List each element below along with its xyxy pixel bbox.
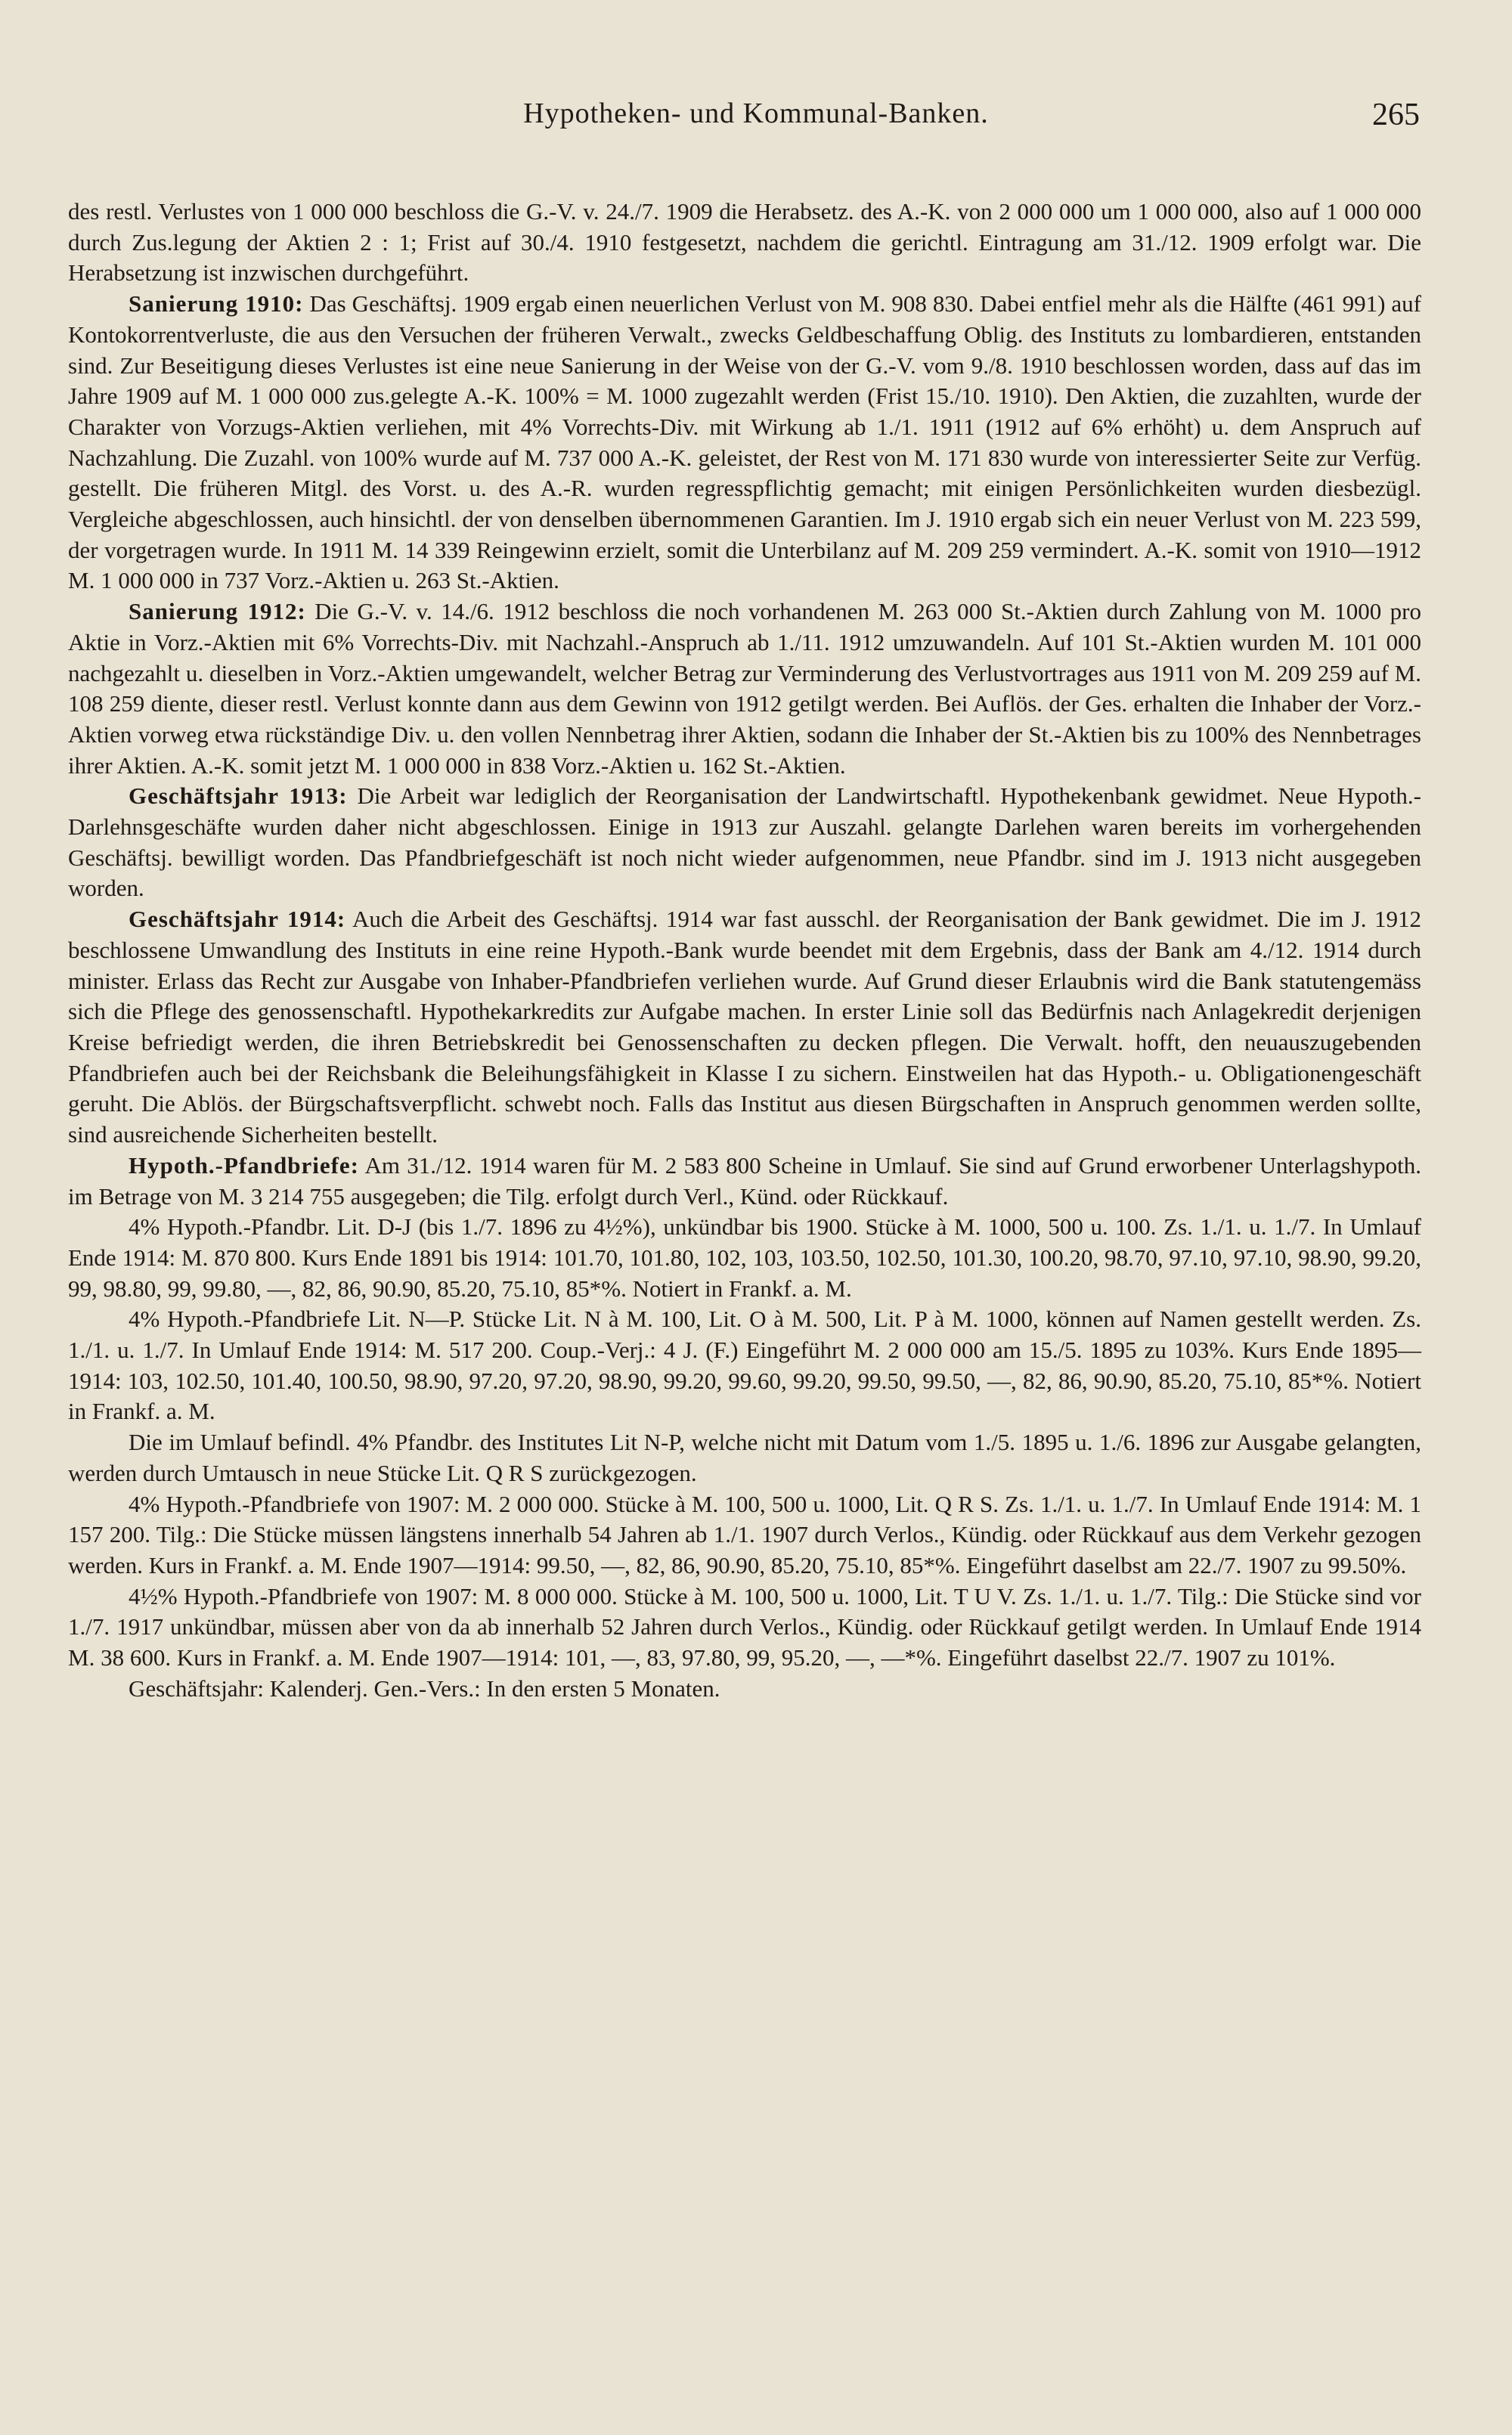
paragraph-umtausch [68, 1427, 1421, 1489]
section-heading: Sanierung 1912: [129, 598, 306, 625]
paragraph-text: Auch die Arbeit des Geschäftsj. 1914 war fast ausschl. der Reorganisation der Bank gewidmet. Die im J. 1912 beschlossene Umwandlung des Instituts in eine reine Hypoth.-Bank wurde beendet mit dem Ergebnis, dass der Bank am 4./12. 1914 durch minister. Erlass das Recht zur Ausgabe von Inhaber-Pfandbriefen verliehen wurde. Auf Grund dieser Erlaubnis wird die Bank statutengemäss sich die Pflege des genossenschaftl. Hypothekarkredits zur Aufgabe machen. In erster Linie soll das Bedürfnis nach Anlagekredit derjenigen Kreise befriedigt werden, die ihren Betriebskredit bei Genossenschaften zu decken pflegen. Die Verwalt. hofft, den neuauszugebenden Pfandbriefen auch bei der Reichsbank die Beleihungsfähigkeit in Klasse I zu sichern. Einstweilen hat das Hypoth.- u. Obligationengeschäft geruht. Die Ablös. der Bürgschaftsverpflicht. schwebt noch. Falls das Institut aus diesen Bürgschaften in Anspruch genommen werden sollte, sind ausreichende Sicherheiten bestellt. [68, 906, 1422, 1148]
paragraph-pfandbr-lit-d-j [68, 1212, 1421, 1304]
paragraph-hypoth-pfandbriefe [68, 1151, 1421, 1212]
section-heading: Geschäftsjahr 1914: [129, 906, 346, 933]
body-text [68, 197, 1421, 1704]
page-number: 265 [1372, 98, 1420, 132]
paragraph-sanierung-1912 [68, 596, 1421, 781]
section-heading: Sanierung 1910: [129, 290, 304, 318]
paragraph-text: 4% Hypoth.-Pfandbriefe Lit. N—P. Stücke Lit. N à M. 100, Lit. O à M. 500, Lit. P à M. 1000, können auf Namen gestellt werden. Zs. 1./1. u. 1./7. In Umlauf Ende 1914: M. 517 200. Coup.-Verj.: 4 J. (F.) Eingeführt M. 2 000 000 am 15./5. 1895 zu 103%. Kurs Ende 1895—1914: 103, 102.50, 101.40, 100.50, 98.90, 97.20, 97.20, 98.90, 99.20, 99.60, 99.20, 99.50, 99.50, —, 82, 86, 90.90, 85.20, 75.10, 85*%. Notiert in Frankf. a. M. [68, 1306, 1421, 1425]
paragraph-text: Die Arbeit war lediglich der Reorganisation der Landwirtschaftl. Hypothekenbank gewidmet. Neue Hypoth.-Darlehnsgeschäfte wurden daher nicht abgeschlossen. Einige in 1913 zur Auszahl. gelangte Darlehen waren bereits im vorhergehenden Geschäftsj. bewilligt worden. Das Pfandbriefgeschäft ist noch nicht wieder aufgenommen, neue Pfandbr. sind im J. 1913 nicht ausgegeben worden. [68, 782, 1422, 902]
running-title: Hypotheken- und Kommunal-Banken. [523, 98, 989, 129]
paragraph-pfandbr-1907-4 [68, 1489, 1421, 1582]
paragraph-sanierung-1910 [68, 289, 1421, 596]
paragraph-geschaeftsjahr-1914 [68, 904, 1421, 1151]
paragraph-text: Die im Umlauf befindl. 4% Pfandbr. des Institutes Lit N-P, welche nicht mit Datum vom 1./5. 1895 u. 1./6. 1896 zur Ausgabe gelangten, werden durch Umtausch in neue Stücke Lit. Q R S zurückgezogen. [68, 1429, 1421, 1486]
paragraph-text: Die G.-V. v. 14./6. 1912 beschloss die noch vorhandenen M. 263 000 St.-Aktien durch Zahlung von M. 1000 pro Aktie in Vorz.-Aktien mit 6% Vorrechts-Div. mit Nachzahl.-Anspruch ab 1./11. 1912 umzuwandeln. Auf 101 St.-Aktien wurden M. 101 000 nachgezahlt u. dieselben in Vorz.-Aktien umgewandelt, welcher Betrag zur Verminderung des Verlustvortrages aus 1911 von M. 209 259 auf M. 108 259 diente, dieser restl. Verlust konnte dann aus dem Gewinn von 1912 getilgt werden. Bei Auflös. der Ges. erhalten die Inhaber der Vorz.-Aktien vorweg etwa rückständige Div. u. den vollen Nennbetrag ihrer Aktien, sodann die Inhaber der St.-Aktien bis zu 100% des Nennbetrages ihrer Aktien. A.-K. somit jetzt M. 1 000 000 in 838 Vorz.-Aktien u. 162 St.-Aktien. [68, 598, 1421, 779]
paragraph-text: Das Geschäftsj. 1909 ergab einen neuerlichen Verlust von M. 908 830. Dabei entfiel mehr als die Hälfte (461 991) auf Kontokorrentverluste, die aus den Versuchen der früheren Verwalt., zwecks Geldbeschaffung Oblig. des Instituts zu lombardieren, entstanden sind. Zur Beseitigung dieses Verlustes ist eine neue Sanierung in der Weise von der G.-V. vom 9./8. 1910 beschlossen worden, dass auf das im Jahre 1909 auf M. 1 000 000 zus.gelegte A.-K. 100% = M. 1000 zugezahlt werden (Frist 15./10. 1910). Den Aktien, die zuzahlten, wurde der Charakter von Vorzugs-Aktien verliehen, mit 4% Vorrechts-Div. mit Wirkung ab 1./1. 1911 (1912 auf 6% erhöht) u. dem Anspruch auf Nachzahlung. Die Zuzahl. von 100% wurde auf M. 737 000 A.-K. geleistet, der Rest von M. 171 830 wurde von interessierter Seite zur Verfüg. gestellt. Die früheren Mitgl. des Vorst. u. des A.-R. wurden regresspflichtig gemacht; mit einigen Persönlichkeiten wurden diesbezügl. Vergleiche abgeschlossen, auch hinsichtl. der von denselben übernommenen Garantien. Im J. 1910 ergab sich ein neuer Verlust von M. 223 599, der vorgetragen wurde. In 1911 M. 14 339 Reingewinn erzielt, somit die Unterbilanz auf M. 209 259 vermindert. A.-K. somit von 1910—1912 M. 1 000 000 in 737 Vorz.-Aktien u. 263 St.-Aktien. [68, 290, 1422, 594]
paragraph-geschaeftsjahr [68, 1674, 1421, 1705]
paragraph-text: 4% Hypoth.-Pfandbr. Lit. D-J (bis 1./7. 1896 zu 4½%), unkündbar bis 1900. Stücke à M. 1000, 500 u. 100. Zs. 1./1. u. 1./7. In Umlauf Ende 1914: M. 870 800. Kurs Ende 1891 bis 1914: 101.70, 101.80, 102, 103, 103.50, 102.50, 101.30, 100.20, 98.70, 97.10, 97.10, 98.90, 99.20, 99, 98.80, 99, 99.80, —, 82, 86, 90.90, 85.20, 75.10, 85*%. Notiert in Frankf. a. M. [68, 1213, 1421, 1302]
paragraph-pfandbr-1907-4-5 [68, 1582, 1421, 1674]
page-header [0, 97, 1512, 142]
paragraph-text: Am 31./12. 1914 waren für M. 2 583 800 Scheine in Umlauf. Sie sind auf Grund erworbener Unterlagshypoth. im Betrage von M. 3 214 755 ausgegeben; die Tilg. erfolgt durch Verl., Künd. oder Rückkauf. [68, 1151, 1422, 1210]
paragraph-text: des restl. Verlustes von 1 000 000 beschloss die G.-V. v. 24./7. 1909 die Herabsetz. des A.-K. von 2 000 000 um 1 000 000, also auf 1 000 000 durch Zus.legung der Aktien 2 : 1; Frist auf 30./4. 1910 festgesetzt, nachdem die gerichtl. Eintragung am 31./12. 1909 erfolgt war. Die Herabsetzung ist inzwischen durchgeführt. [68, 198, 1421, 287]
section-heading: Hypoth.-Pfandbriefe: [129, 1151, 360, 1179]
paragraph-geschaeftsjahr-1913 [68, 781, 1421, 904]
paragraph-pfandbr-lit-n-p [68, 1304, 1421, 1427]
paragraph-intro [68, 197, 1421, 289]
section-heading: Geschäftsjahr 1913: [129, 782, 348, 810]
paragraph-text: Geschäftsjahr: Kalenderj. Gen.-Vers.: In den ersten 5 Monaten. [129, 1674, 720, 1702]
paragraph-text: 4% Hypoth.-Pfandbriefe von 1907: M. 2 000 000. Stücke à M. 100, 500 u. 1000, Lit. Q R S. Zs. 1./1. u. 1./7. In Umlauf Ende 1914: M. 1 157 200. Tilg.: Die Stücke müssen längstens innerhalb 54 Jahren ab 1./1. 1907 durch Verlos., Kündig. oder Rückkauf aus dem Verkehr gezogen werden. Kurs in Frankf. a. M. Ende 1907—1914: 99.50, —, 82, 86, 90.90, 85.20, 75.10, 85*%. Eingeführt daselbst am 22./7. 1907 zu 99.50%. [68, 1490, 1421, 1578]
paragraph-text: 4½% Hypoth.-Pfandbriefe von 1907: M. 8 000 000. Stücke à M. 100, 500 u. 1000, Lit. T U V. Zs. 1./1. u. 1./7. Tilg.: Die Stücke sind vor 1./7. 1917 unkündbar, müssen aber von da ab innerhalb 52 Jahren durch Verlos., Kündig. oder Rückkauf getilgt werden. In Umlauf Ende 1914 M. 38 600. Kurs in Frankf. a. M. Ende 1907—1914: 101, —, 83, 97.80, 99, 95.20, —, —*%. Eingeführt daselbst 22./7. 1907 zu 101%. [68, 1582, 1421, 1671]
